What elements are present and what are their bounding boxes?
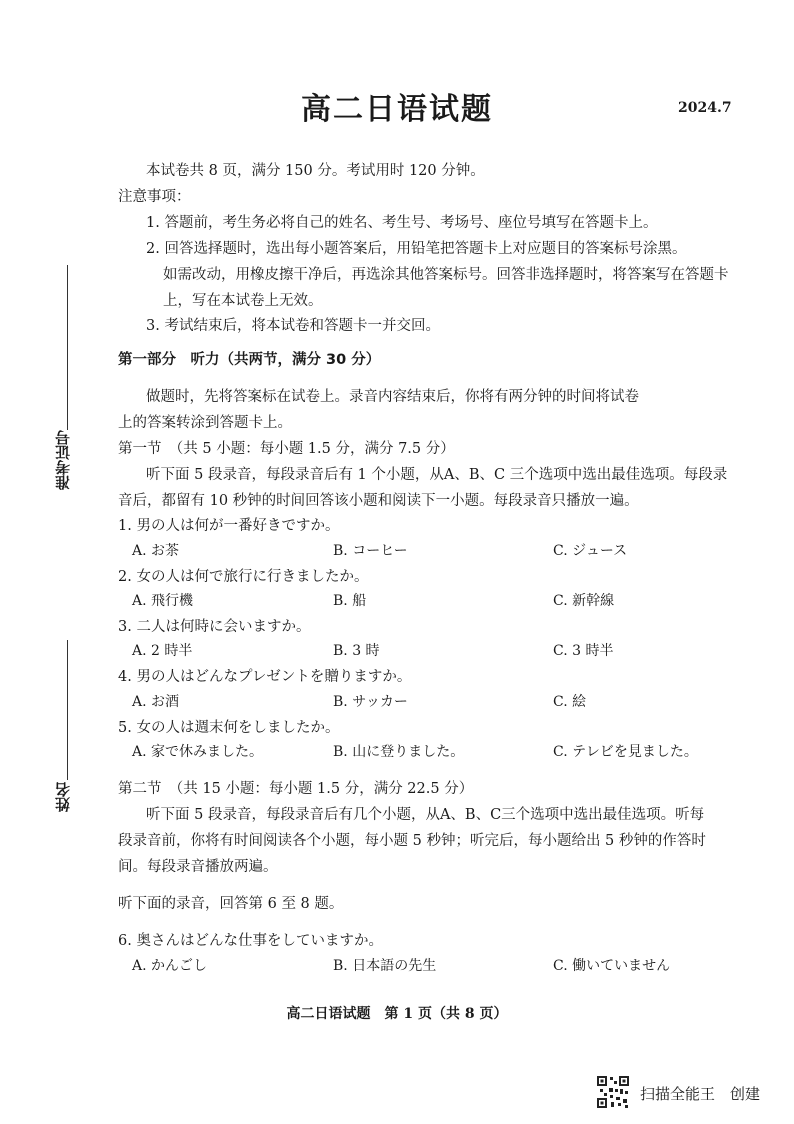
q2-option-c: C. 新幹線 bbox=[553, 593, 615, 609]
note-item-2-line-3: 上，写在本试卷上无效。 bbox=[163, 293, 323, 309]
exam-date: 2024.7 bbox=[678, 100, 732, 116]
part1-heading: 第一部分 听力（共两节，满分 30 分） bbox=[118, 352, 381, 368]
q4-option-c: C. 絵 bbox=[553, 694, 587, 710]
exam-id-label: 准考证号 bbox=[54, 430, 72, 490]
q5-option-c: C. テレビを見ました。 bbox=[553, 744, 698, 760]
section1-heading: 第一节 （共 5 小题：每小题 1.5 分，满分 7.5 分） bbox=[118, 441, 455, 457]
page-footer: 高二日语试题 第 1 页（共 8 页） bbox=[286, 1006, 508, 1022]
question-2: 2. 女の人は何で旅行に行きましたか。 bbox=[118, 569, 369, 585]
q6-option-a: A. かんごし bbox=[132, 958, 208, 974]
name-label: 姓名 bbox=[54, 782, 72, 812]
section2-instr-line-1: 听下面 5 段录音，每段录音后有几个小题，从A、B、C三个选项中选出最佳选项。听每 bbox=[146, 807, 705, 823]
question-1: 1. 男の人は何が一番好きですか。 bbox=[118, 518, 340, 534]
note-item-3: 3. 考试结束后，将本试卷和答题卡一并交回。 bbox=[146, 318, 440, 334]
notes-heading: 注意事项： bbox=[118, 189, 191, 205]
part1-instr-line-1: 做题时，先将答案标在试卷上。录音内容结束后，你将有两分钟的时间将试卷 bbox=[146, 389, 639, 405]
q1-option-a: A. お茶 bbox=[132, 543, 180, 559]
q1-option-b: B. コーヒー bbox=[333, 543, 408, 559]
question-3: 3. 二人は何時に会いますか。 bbox=[118, 619, 311, 635]
note-item-1: 1. 答题前，考生务必将自己的姓名、考生号、考场号、座位号填写在答题卡上。 bbox=[146, 215, 658, 231]
section2-instr-line-3: 间。每段录音播放两遍。 bbox=[118, 859, 278, 875]
q4-option-b: B. サッカー bbox=[333, 694, 408, 710]
exam-id-write-line bbox=[67, 265, 68, 430]
section1-instr-line-1: 听下面 5 段录音，每段录音后有 1 个小题，从A、B、C 三个选项中选出最佳选项。每段录 bbox=[146, 467, 728, 483]
name-write-line bbox=[67, 640, 68, 780]
q5-option-a: A. 家で休みました。 bbox=[132, 744, 264, 760]
q2-option-a: A. 飛行機 bbox=[132, 593, 194, 609]
question-4: 4. 男の人はどんなプレゼントを贈りますか。 bbox=[118, 669, 412, 685]
q2-option-b: B. 船 bbox=[333, 593, 367, 609]
q1-option-c: C. ジュース bbox=[553, 543, 628, 559]
question-5: 5. 女の人は週末何をしましたか。 bbox=[118, 720, 340, 736]
scanner-watermark: 扫描全能王 创建 bbox=[640, 1085, 761, 1103]
section1-instr-line-2: 音后，都留有 10 秒钟的时间回答该小题和阅读下一小题。每段录音只播放一遍。 bbox=[118, 493, 639, 509]
intro-text: 本试卷共 8 页，满分 150 分。考试用时 120 分钟。 bbox=[146, 163, 485, 179]
q5-option-b: B. 山に登りました。 bbox=[333, 744, 465, 760]
qr-code-icon bbox=[596, 1075, 630, 1109]
note-item-2-line-2: 如需改动，用橡皮擦干净后，再选涂其他答案标号。回答非选择题时，将答案写在答题卡 bbox=[163, 267, 729, 283]
question-6: 6. 奥さんはどんな仕事をしていますか。 bbox=[118, 933, 383, 949]
q3-option-c: C. 3 時半 bbox=[553, 643, 614, 659]
part1-instr-line-2: 上的答案转涂到答题卡上。 bbox=[118, 415, 292, 431]
q3-option-b: B. 3 時 bbox=[333, 643, 380, 659]
q6-option-c: C. 働いていません bbox=[553, 958, 671, 974]
section2-heading: 第二节 （共 15 小题：每小题 1.5 分，满分 22.5 分） bbox=[118, 781, 474, 797]
section2-instr-line-2: 段录音前，你将有时间阅读各个小题，每小题 5 秒钟；听完后，每小题给出 5 秒钟的作答时 bbox=[118, 833, 706, 849]
listen-prompt: 听下面的录音，回答第 6 至 8 题。 bbox=[118, 896, 344, 912]
note-item-2-line-1: 2. 回答选择题时，选出每小题答案后，用铅笔把答题卡上对应题目的答案标号涂黑。 bbox=[146, 241, 687, 257]
q4-option-a: A. お酒 bbox=[132, 694, 180, 710]
q3-option-a: A. 2 時半 bbox=[132, 643, 193, 659]
page-title: 高二日语试题 bbox=[301, 92, 493, 127]
q6-option-b: B. 日本語の先生 bbox=[333, 958, 437, 974]
